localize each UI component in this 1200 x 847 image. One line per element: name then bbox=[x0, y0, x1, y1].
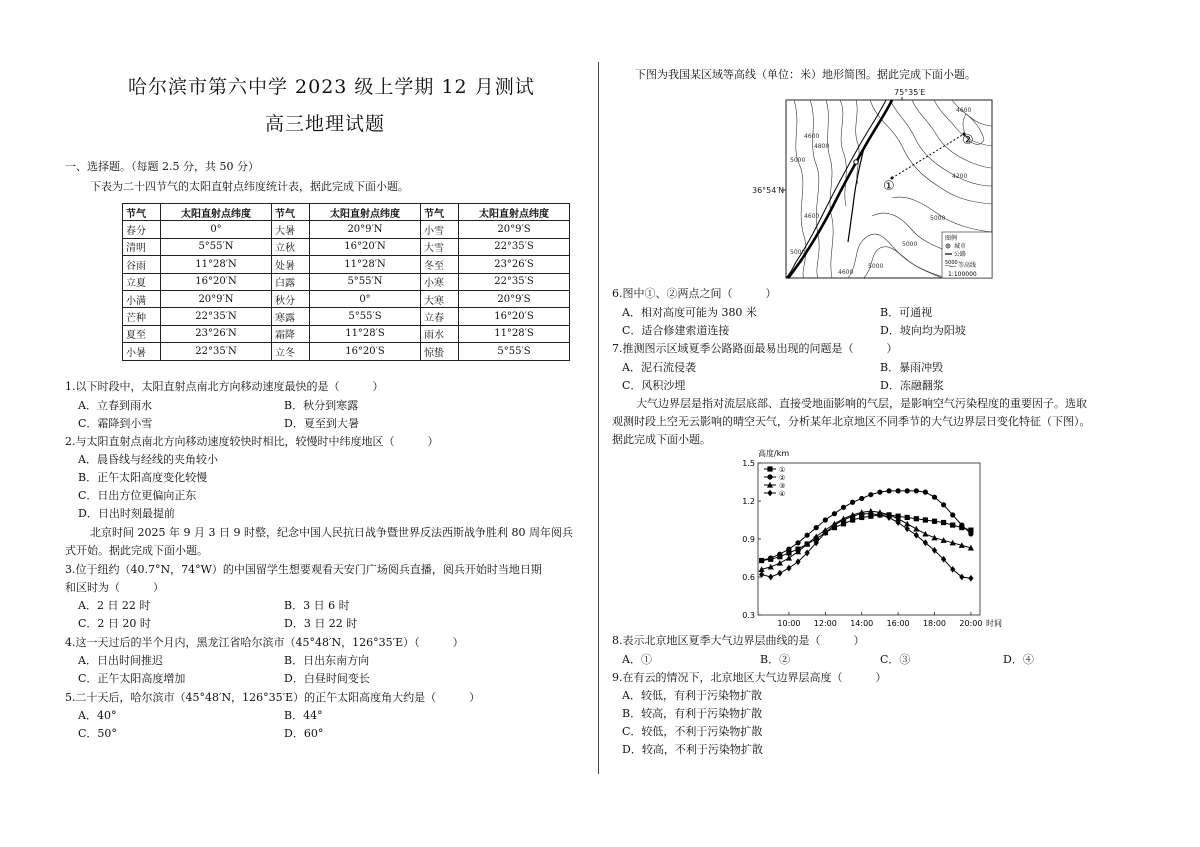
x-tick-label: 20:00 bbox=[959, 619, 983, 628]
exam-title: 哈尔滨市第六中学 2023 级上学期 12 月测试 bbox=[128, 76, 535, 98]
table-cell: 小寒 bbox=[421, 273, 459, 290]
option-b[interactable]: B．日出东南方向 bbox=[284, 654, 370, 667]
contour-map bbox=[752, 86, 1000, 280]
data-point-2 bbox=[786, 547, 791, 552]
table-cell: 5°55′N bbox=[310, 273, 421, 290]
option-d[interactable]: D．夏至到大暑 bbox=[284, 417, 359, 430]
option-d[interactable]: D．坡向均为阳坡 bbox=[880, 324, 966, 337]
data-point-3 bbox=[777, 560, 783, 566]
data-point-1 bbox=[923, 517, 928, 522]
contour-label: 5000 bbox=[790, 157, 806, 164]
option-c[interactable]: C．适合修建索道连接 bbox=[622, 324, 730, 337]
table-row bbox=[123, 308, 570, 325]
table-cell: 0° bbox=[161, 221, 272, 238]
table-row bbox=[123, 343, 570, 360]
question-stem: 4.这一天过后的半个月内，黑龙江省哈尔滨市（45°48′N，126°35′E）（ ） bbox=[65, 636, 464, 649]
table-cell: 芒种 bbox=[123, 308, 161, 325]
table-cell: 小满 bbox=[123, 290, 161, 307]
map-legend bbox=[942, 232, 992, 278]
data-point-4 bbox=[905, 525, 910, 532]
table-cell: 23°26′N bbox=[161, 325, 272, 342]
x-tick-label: 16:00 bbox=[886, 619, 910, 628]
data-point-4 bbox=[923, 539, 928, 546]
question-stem: 1.以下时段中，太阳直射点南北方向移动速度最快的是（ ） bbox=[65, 380, 384, 393]
legend-city-icon bbox=[947, 245, 948, 246]
option-c[interactable]: C．正午太阳高度增加 bbox=[78, 672, 186, 685]
y-tick-label: 1.2 bbox=[742, 497, 755, 506]
option-c[interactable]: C．较低，不利于污染物扩散 bbox=[622, 725, 763, 738]
table-cell: 大寒 bbox=[421, 290, 459, 307]
table-header: 节气 bbox=[123, 204, 161, 221]
contour-label: 5000 bbox=[868, 263, 884, 270]
option-d[interactable]: D．④ bbox=[1003, 653, 1034, 666]
table-cell: 立冬 bbox=[272, 343, 310, 360]
table-header: 太阳直射点纬度 bbox=[161, 204, 272, 221]
option-a[interactable]: A．2 日 22 时 bbox=[78, 599, 151, 612]
data-point-2 bbox=[805, 533, 810, 538]
legend-road-label: 公路 bbox=[954, 251, 967, 258]
city-marker bbox=[854, 160, 858, 164]
option-b[interactable]: B．3 日 6 时 bbox=[284, 599, 350, 612]
chart-ylabel: 高度/km bbox=[758, 449, 790, 458]
data-point-3 bbox=[813, 533, 819, 539]
table-header: 节气 bbox=[272, 204, 310, 221]
table-header: 节气 bbox=[421, 204, 459, 221]
table-cell: 20°9′S bbox=[459, 221, 570, 238]
table-cell: 大雪 bbox=[421, 238, 459, 255]
table-row bbox=[123, 325, 570, 342]
table-cell: 16°20′N bbox=[310, 238, 421, 255]
table-cell: 22°35′N bbox=[161, 343, 272, 360]
y-tick-label: 0.3 bbox=[742, 611, 755, 620]
data-point-2 bbox=[932, 495, 937, 500]
data-point-3 bbox=[768, 564, 774, 570]
table-cell: 5°55′S bbox=[310, 308, 421, 325]
table-cell: 惊蛰 bbox=[421, 343, 459, 360]
data-point-2 bbox=[814, 525, 819, 530]
option-d[interactable]: D．较高，不利于污染物扩散 bbox=[622, 743, 763, 756]
option-a[interactable]: A．泥石流侵袭 bbox=[622, 361, 696, 374]
data-point-2 bbox=[832, 511, 837, 516]
contour-label: 4600 bbox=[804, 213, 820, 220]
option-b[interactable]: B．秋分到寒露 bbox=[284, 399, 359, 412]
contour-label: 5000 bbox=[930, 215, 946, 222]
data-point-1 bbox=[914, 516, 919, 521]
table-cell: 立春 bbox=[421, 308, 459, 325]
option-c[interactable]: C．2 日 20 时 bbox=[78, 617, 151, 630]
table-cell: 立秋 bbox=[272, 238, 310, 255]
y-tick-label: 1.5 bbox=[742, 459, 755, 468]
table-cell: 22°35′S bbox=[459, 273, 570, 290]
table-cell: 夏至 bbox=[123, 325, 161, 342]
table-cell: 22°35′S bbox=[459, 238, 570, 255]
question-stem: 6.图中①、②两点之间（ ） bbox=[612, 287, 777, 300]
table-row bbox=[123, 221, 570, 238]
table-cell: 11°28′N bbox=[310, 256, 421, 273]
option-d[interactable]: D．60° bbox=[284, 727, 324, 740]
option-a[interactable]: A．相对高度可能为 380 米 bbox=[622, 306, 757, 319]
plot-area bbox=[758, 463, 980, 615]
data-point-2 bbox=[795, 540, 800, 545]
table-cell: 立夏 bbox=[123, 273, 161, 290]
table-cell: 20°9′S bbox=[459, 290, 570, 307]
data-point-1 bbox=[941, 520, 946, 525]
table-cell: 处暑 bbox=[272, 256, 310, 273]
legend-city-label: 城市 bbox=[954, 243, 967, 250]
table-header-row bbox=[123, 204, 570, 221]
option-c[interactable]: C．霜降到小雪 bbox=[78, 417, 153, 430]
option-a[interactable]: A．① bbox=[622, 653, 652, 666]
legend-title: 图例 bbox=[945, 235, 958, 242]
data-point-2 bbox=[777, 552, 782, 557]
table-row bbox=[123, 256, 570, 273]
question-stem: 3.位于纽约（40.7°N，74°W）的中国留学生想要观看天安门广场阅兵直播，阅兵开始时当地日期 bbox=[65, 563, 542, 576]
table-cell: 白露 bbox=[272, 273, 310, 290]
passage-text: 大气边界层是指对流层底部、直接受地面影响的气层，是影响空气污染程度的重要因子。选取 bbox=[636, 397, 1087, 410]
data-point-2 bbox=[850, 500, 855, 505]
y-tick-label: 0.6 bbox=[742, 573, 755, 582]
legend-marker bbox=[767, 474, 772, 479]
table-cell: 11°28′S bbox=[310, 325, 421, 342]
table-cell: 11°28′S bbox=[459, 325, 570, 342]
question-stem: 7.推测图示区域夏季公路路面最易出现的问题是（ ） bbox=[612, 342, 898, 355]
contour-label: 5000 bbox=[902, 241, 918, 248]
x-tick-label: 14:00 bbox=[850, 619, 874, 628]
question-stem: 和区时为（ ） bbox=[65, 581, 164, 594]
table-row bbox=[123, 290, 570, 307]
table-cell: 11°28′N bbox=[161, 256, 272, 273]
data-point-3 bbox=[922, 531, 928, 537]
passage-text: 观测时段上空无云影响的晴空天气，分析某年北京地区不同季节的大气边界层日变化特征（下图）。 bbox=[612, 415, 1091, 428]
legend-label: ③ bbox=[779, 482, 786, 490]
data-point-2 bbox=[823, 517, 828, 522]
legend-contour-value: 5000 bbox=[945, 260, 958, 266]
data-point-1 bbox=[950, 522, 955, 527]
legend-marker bbox=[767, 490, 772, 497]
table-row bbox=[123, 273, 570, 290]
data-point-2 bbox=[950, 512, 955, 517]
data-point-2 bbox=[877, 490, 882, 495]
table-cell: 16°20′S bbox=[310, 343, 421, 360]
option-d[interactable]: D．白昼时间变长 bbox=[284, 672, 370, 685]
solar-latitude-table bbox=[122, 203, 570, 361]
legend-label: ① bbox=[779, 466, 786, 474]
table-cell: 5°55′N bbox=[161, 238, 272, 255]
option-c[interactable]: C．③ bbox=[880, 653, 911, 666]
option-c[interactable]: C．50° bbox=[78, 727, 117, 740]
contour-label: 4600 bbox=[804, 133, 820, 140]
table-cell: 秋分 bbox=[272, 290, 310, 307]
x-tick-label: 12:00 bbox=[813, 619, 837, 628]
legend-label: ② bbox=[779, 474, 786, 482]
data-point-2 bbox=[768, 555, 773, 560]
contour-label: 4800 bbox=[814, 143, 830, 150]
data-point-4 bbox=[968, 575, 973, 582]
option-a[interactable]: A．晨昏线与经线的夹角较小 bbox=[78, 453, 218, 466]
option-b[interactable]: B．② bbox=[760, 653, 791, 666]
table-cell: 小雪 bbox=[421, 221, 459, 238]
data-point-4 bbox=[959, 574, 964, 581]
table-cell: 小暑 bbox=[123, 343, 161, 360]
option-d[interactable]: D．冻融翻浆 bbox=[880, 379, 944, 392]
data-point-2 bbox=[841, 505, 846, 510]
x-tick-label: 18:00 bbox=[922, 619, 947, 628]
data-point-3 bbox=[786, 555, 792, 561]
option-b[interactable]: B．正午太阳高度变化较慢 bbox=[78, 471, 208, 484]
contour-label: 5000 bbox=[790, 249, 806, 256]
table-cell: 16°20′N bbox=[161, 273, 272, 290]
contour-label: 4600 bbox=[956, 107, 972, 114]
option-a[interactable]: A．日出时间推迟 bbox=[78, 654, 163, 667]
option-a[interactable]: A．较低，有利于污染物扩散 bbox=[622, 689, 762, 702]
map-intro: 下图为我国某区域等高线（单位：米）地形简图。据此完成下面小题。 bbox=[635, 68, 976, 81]
table-cell: 大暑 bbox=[272, 221, 310, 238]
contour-label: 4200 bbox=[952, 173, 968, 180]
exam-subtitle: 高三地理试题 bbox=[265, 113, 386, 135]
data-point-2 bbox=[859, 496, 864, 501]
data-point-2 bbox=[968, 531, 973, 536]
option-b[interactable]: B．44° bbox=[284, 709, 323, 722]
passage-text: 北京时间 2025 年 9 月 3 日 9 时整，纪念中国人民抗日战争暨世界反法西斯战争胜利 80 周年阅兵 bbox=[90, 526, 573, 539]
option-c[interactable]: C．风积沙埋 bbox=[622, 379, 686, 392]
option-b[interactable]: B．可通视 bbox=[880, 306, 933, 319]
section-heading: 一、选择题。（每题 2.5 分，共 50 分） bbox=[65, 160, 259, 173]
latitude-label: 36°54′N bbox=[752, 186, 785, 195]
question-stem: 5.二十天后，哈尔滨市（45°48′N，126°35′E）的正午太阳高度角大约是（ ） bbox=[65, 691, 481, 704]
legend-marker bbox=[767, 466, 772, 471]
legend-label: ④ bbox=[779, 490, 786, 498]
table-cell: 22°35′N bbox=[161, 308, 272, 325]
option-a[interactable]: A．立春到雨水 bbox=[78, 399, 152, 412]
table-cell: 谷雨 bbox=[123, 256, 161, 273]
series-line-2 bbox=[762, 491, 971, 561]
option-b[interactable]: B．暴雨冲毁 bbox=[880, 361, 944, 374]
table-cell: 寒露 bbox=[272, 308, 310, 325]
option-c[interactable]: C．日出方位更偏向正东 bbox=[78, 489, 197, 502]
table-cell: 20°9′N bbox=[310, 221, 421, 238]
boundary-layer-chart bbox=[732, 447, 1020, 631]
table-cell: 0° bbox=[310, 290, 421, 307]
table-cell: 5°55′S bbox=[459, 343, 570, 360]
data-point-2 bbox=[868, 492, 873, 497]
y-tick-label: 0.9 bbox=[742, 535, 755, 544]
data-point-2 bbox=[896, 488, 901, 493]
data-point-1 bbox=[905, 515, 910, 520]
passage-text: 据此完成下面小题。 bbox=[612, 433, 711, 446]
table-cell: 冬至 bbox=[421, 256, 459, 273]
chart-xlabel: 时间 bbox=[986, 619, 1002, 628]
passage-text: 式开始。据此完成下面小题。 bbox=[65, 544, 208, 557]
series-line-1 bbox=[762, 515, 971, 561]
column-divider bbox=[598, 62, 599, 774]
table-cell: 清明 bbox=[123, 238, 161, 255]
option-d[interactable]: D．3 日 22 时 bbox=[284, 617, 358, 630]
table-cell: 雨水 bbox=[421, 325, 459, 342]
data-point-4 bbox=[786, 565, 791, 572]
question-stem: 9.在有云的情况下，北京地区大气边界层高度（ ） bbox=[612, 671, 887, 684]
data-point-2 bbox=[941, 502, 946, 507]
contour-label: 4600 bbox=[838, 269, 854, 276]
longitude-label: 75°35′E bbox=[894, 88, 926, 97]
series-line-3 bbox=[762, 511, 971, 569]
data-point-3 bbox=[913, 526, 919, 532]
data-point-2 bbox=[959, 522, 964, 527]
data-point-1 bbox=[932, 519, 937, 524]
table-row bbox=[123, 238, 570, 255]
table-cell: 23°26′S bbox=[459, 256, 570, 273]
point1-label: ① bbox=[883, 179, 895, 194]
data-point-3 bbox=[931, 535, 937, 541]
point2-label: ② bbox=[962, 133, 974, 148]
option-d[interactable]: D．日出时刻最提前 bbox=[78, 507, 175, 520]
legend-contour-label: 等高线 bbox=[958, 262, 977, 269]
question-stem: 8.表示北京地区夏季大气边界层曲线的是（ ） bbox=[612, 634, 865, 647]
table-cell: 20°9′N bbox=[161, 290, 272, 307]
table-cell: 春分 bbox=[123, 221, 161, 238]
table-intro: 下表为二十四节气的太阳直射点纬度统计表，据此完成下面小题。 bbox=[90, 180, 409, 193]
data-point-2 bbox=[914, 488, 919, 493]
data-point-2 bbox=[759, 558, 764, 563]
data-point-4 bbox=[777, 570, 782, 577]
data-point-4 bbox=[914, 532, 919, 539]
x-tick-label: 10:00 bbox=[777, 619, 801, 628]
data-point-4 bbox=[768, 574, 773, 581]
data-point-2 bbox=[923, 490, 928, 495]
data-point-2 bbox=[905, 488, 910, 493]
option-b[interactable]: B．较高，有利于污染物扩散 bbox=[622, 707, 763, 720]
table-cell: 16°20′S bbox=[459, 308, 570, 325]
legend-scale: 1:100000 bbox=[948, 271, 977, 278]
option-a[interactable]: A．40° bbox=[78, 709, 117, 722]
data-point-2 bbox=[886, 488, 891, 493]
table-header: 太阳直射点纬度 bbox=[310, 204, 421, 221]
question-stem: 2.与太阳直射点南北方向移动速度较快时相比，较慢时中纬度地区（ ） bbox=[65, 435, 439, 448]
table-cell: 霜降 bbox=[272, 325, 310, 342]
table-header: 太阳直射点纬度 bbox=[459, 204, 570, 221]
